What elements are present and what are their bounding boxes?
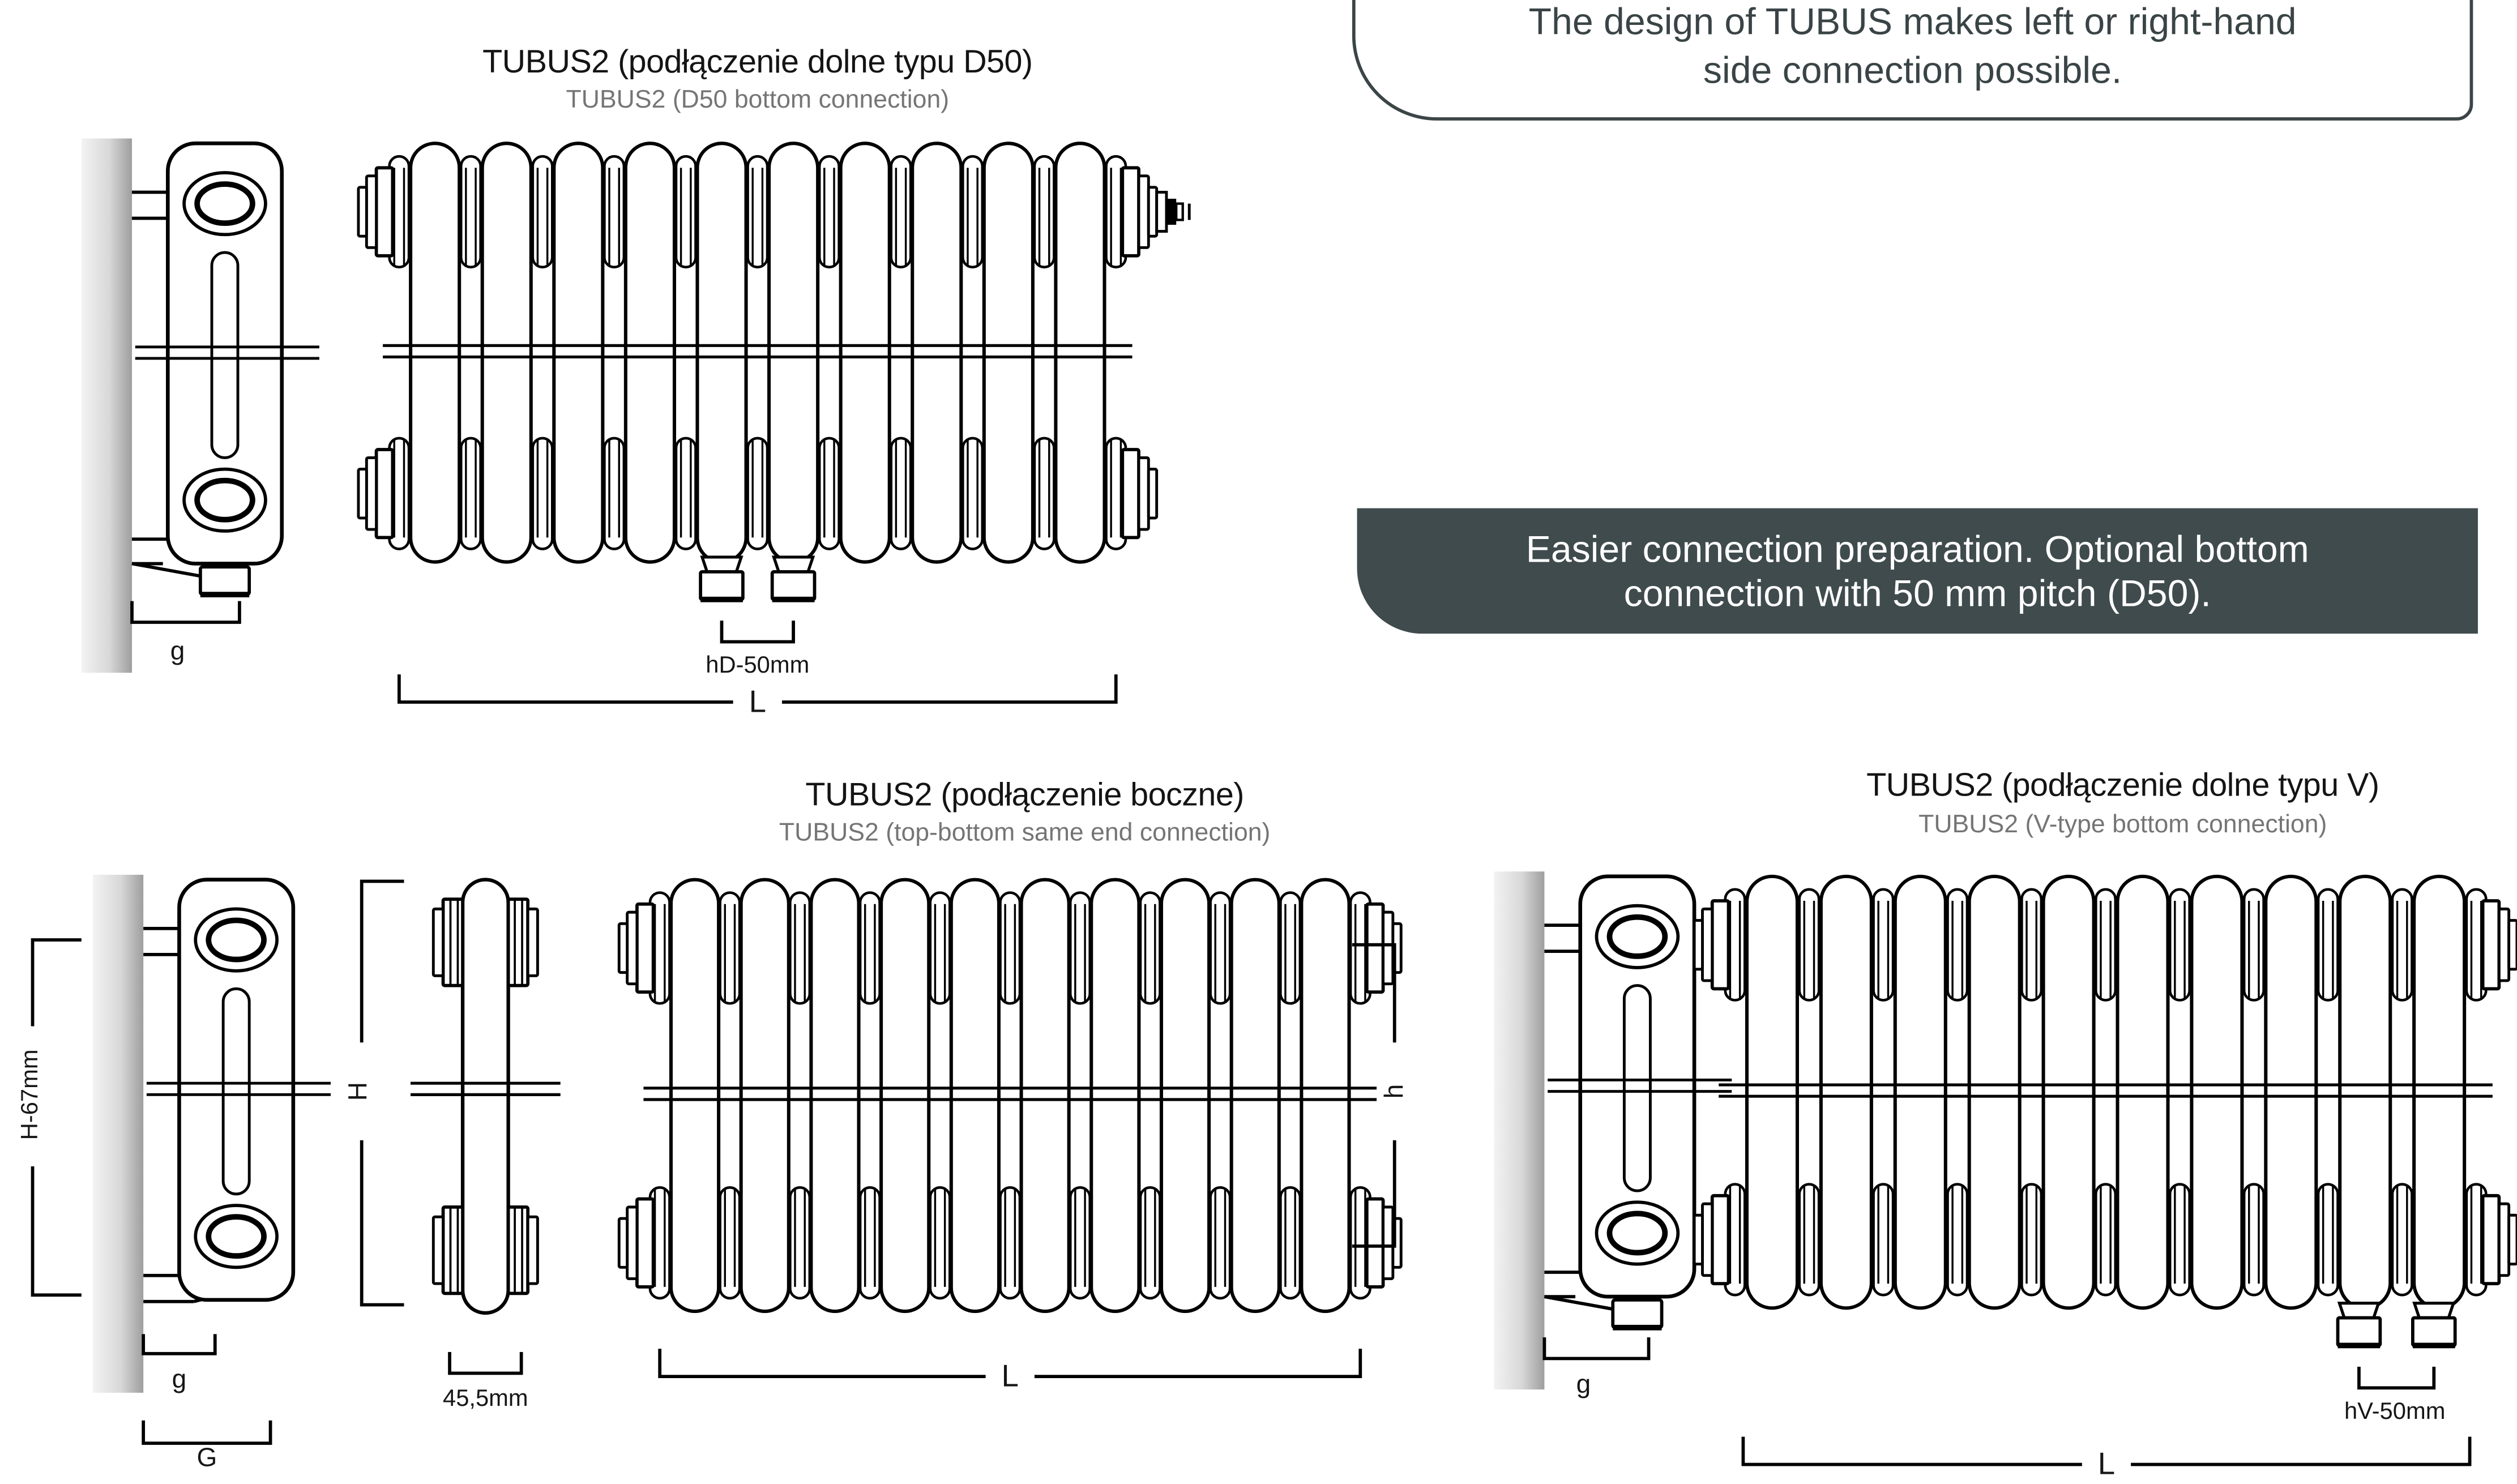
dim-label-h: h [1381, 1084, 1409, 1099]
info-banner [1357, 508, 2478, 634]
front-view-vtype [1694, 876, 2517, 1346]
g-bracket-d50 [132, 601, 240, 622]
dim-label-455mm: 45,5mm [442, 1386, 528, 1413]
dim-label-h67: H-67mm [18, 1049, 44, 1140]
panel-side-subtitle: TUBUS2 (top-bottom same end connection) [779, 819, 1271, 848]
dim-label-g-vtype: g [1576, 1371, 1591, 1400]
dim-label-g-d50: g [170, 638, 185, 666]
hv50-bracket [2359, 1367, 2434, 1388]
banner-text-line2: connection with 50 mm pitch (D50). [1623, 571, 2211, 614]
dim-label-hv50: hV-50mm [2344, 1399, 2446, 1426]
g-bracket-boczne [143, 1334, 215, 1354]
panel-d50-subtitle: TUBUS2 (D50 bottom connection) [566, 86, 950, 114]
g-bracket-vtype [1544, 1337, 1648, 1358]
dim-label-g-side: g [172, 1366, 187, 1395]
dim-label-gg: G [196, 1444, 217, 1473]
side-view-boczne [93, 875, 331, 1393]
gg-bracket-boczne [143, 1421, 270, 1443]
bubble-text-line1: The design of TUBUS makes left or right-hand [1528, 0, 2297, 42]
single-column-view [411, 880, 561, 1313]
panel-vtype-title: TUBUS2 (podłączenie dolne typu V) [1866, 768, 2379, 804]
panel-side-title: TUBUS2 (podłączenie boczne) [805, 777, 1244, 814]
wall-strip [1494, 871, 1544, 1389]
banner-text-line1: Easier connection preparation. Optional bottom [1525, 527, 2309, 570]
panel-d50-title: TUBUS2 (podłączenie dolne typu D50) [482, 45, 1033, 81]
info-speech-bubble [1352, 0, 2473, 121]
w455-bracket [450, 1352, 522, 1373]
bubble-text-line2: side connection possible. [1703, 49, 2122, 92]
front-view-d50 [358, 143, 1189, 600]
dim-label-l-vtype: L [2097, 1448, 2116, 1483]
dim-label-l-side: L [1001, 1360, 1019, 1395]
panel-vtype-subtitle: TUBUS2 (V-type bottom connection) [1918, 811, 2327, 839]
side-view-d50 [82, 139, 319, 673]
front-view-boczne [619, 880, 1401, 1311]
wall-strip [82, 139, 132, 673]
dim-label-l-d50: L [749, 686, 767, 720]
dim-label-hh: H [345, 1081, 373, 1101]
wall-strip [93, 875, 143, 1393]
hd50-bracket [722, 621, 794, 642]
dim-label-hd50: hD-50mm [706, 653, 810, 679]
